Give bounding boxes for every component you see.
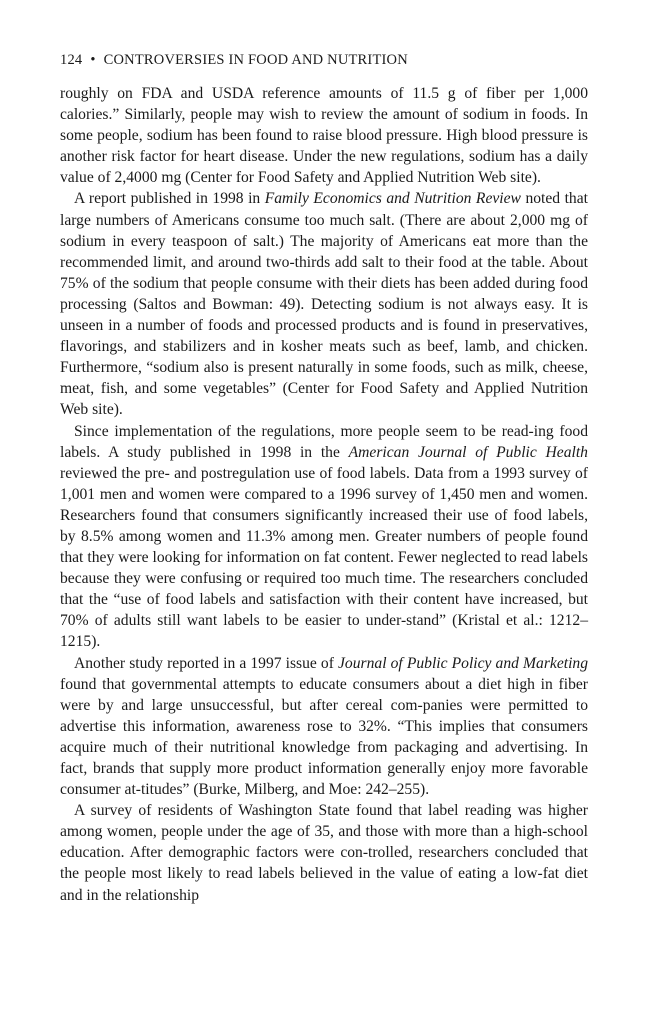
italic-title: American Journal of Public Health	[348, 443, 588, 461]
running-header	[60, 52, 588, 69]
text-run: found that governmental attempts to educate consumers about a diet high in fiber were by and large unsuccessful, but after cereal com-panies were permitted to advertise this information, awareness rose to 32%. “This implies that consumers acquire much of their nutritional knowledge from packaging and advertising. In fact, brands that supply more product information generally enjoy more favorable consumer at-titudes” (Burke, Milberg, and Moe: 242–255).	[60, 675, 588, 799]
italic-title: Family Economics and Nutrition Review	[264, 190, 521, 208]
paragraph-p2	[60, 188, 588, 420]
header-separator: •	[90, 52, 96, 68]
text-run: noted that large numbers of Americans consume too much salt. (There are about 2,000 mg of sodium in every teaspoon of salt.) The majority of Americans eat more than the recommended limit, and around two-thirds add salt to their food at the table. About 75% of the sodium that people consume with their diets has been added during food processing (Saltos and Bowman: 49). Detecting sodium is not always easy. It is unseen in a number of foods and processed products and is found in preservatives, flavorings, and stabilizers and in kosher meats such as beef, lamb, and chicken. Furthermore, “sodium also is present naturally in some foods, such as milk, cheese, meat, fish, and some vegetables” (Center for Food Safety and Applied Nutrition Web site).	[60, 190, 588, 419]
paragraph-p5	[60, 800, 588, 905]
text-run: Another study reported in a 1997 issue of	[74, 654, 339, 672]
page-number: 124	[60, 52, 83, 68]
running-title: CONTROVERSIES IN FOOD AND NUTRITION	[103, 52, 408, 68]
paragraph-p3	[60, 421, 588, 653]
text-run: A report published in 1998 in	[74, 190, 265, 208]
body-text	[60, 83, 588, 906]
paragraph-p1	[60, 83, 588, 188]
text-run: A survey of residents of Washington State found that label reading was higher among women, people under the age of 35, and those with more than a high-school education. After demographic factors were con-trolled, researchers concluded that the people most likely to read labels believed in the value of eating a low-fat diet and in the relationship	[60, 802, 588, 904]
italic-title: Journal of Public Policy and Marketing	[338, 654, 589, 672]
book-page	[60, 52, 588, 906]
paragraph-p4	[60, 653, 588, 801]
text-run: Since implementation of the regulations, more people seem to be read-ing food labels. A study published in 1998 in the	[60, 422, 588, 461]
text-run: roughly on FDA and USDA reference amounts of 11.5 g of fiber per 1,000 calories.” Similarly, people may wish to review the amount of sodium in foods. In some people, sodium has been found to raise blood pressure. High blood pressure is another risk factor for heart disease. Under the new regulations, sodium has a daily value of 2,4000 mg (Center for Food Safety and Applied Nutrition Web site).	[60, 85, 588, 187]
text-run: reviewed the pre- and postregulation use of food labels. Data from a 1993 survey of 1,001 men and women were compared to a 1996 survey of 1,450 men and women. Researchers found that consumers significantly increased their use of food labels, by 8.5% among women and 11.3% among men. Greater numbers of people found that they were looking for information on fat content. Fewer neglected to read labels because they were confusing or required too much time. The researchers concluded that the “use of food labels and satisfaction with their content have increased, but 70% of adults still want labels to be easier to under-stand” (Kristal et al.: 1212–1215).	[60, 464, 588, 651]
